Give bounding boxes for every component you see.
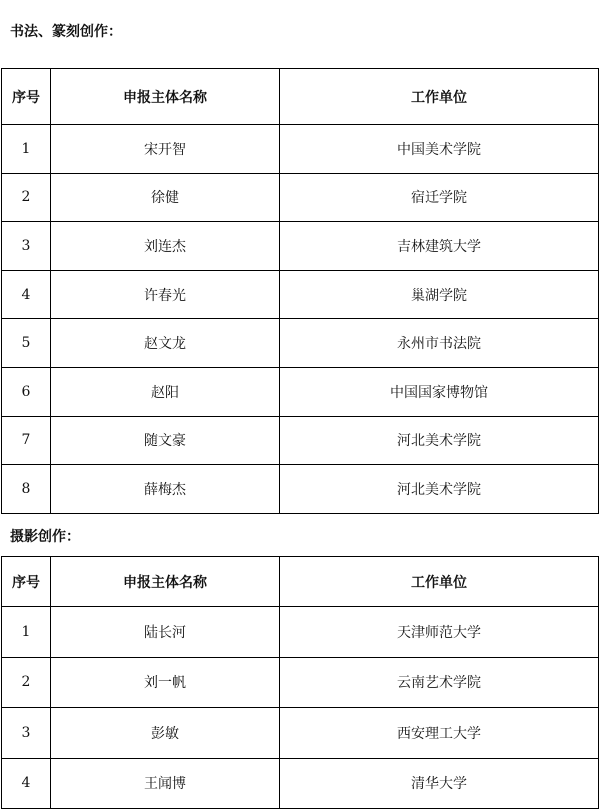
section-title-calligraphy: 书法、篆刻创作： [10, 24, 122, 40]
table-row [2, 270, 599, 319]
header-employer: 工作单位 [280, 557, 599, 607]
cell-employer: 宿迁学院 [280, 173, 599, 222]
cell-index: 7 [2, 416, 51, 465]
cell-index: 6 [2, 367, 51, 416]
cell-index: 5 [2, 319, 51, 368]
calligraphy-table [1, 68, 599, 514]
cell-index: 8 [2, 465, 51, 514]
table-row [2, 125, 599, 174]
cell-index: 2 [2, 173, 51, 222]
table-row [2, 607, 599, 658]
section-title-photography: 摄影创作： [10, 529, 80, 545]
header-index: 序号 [2, 557, 51, 607]
cell-applicant: 陆长河 [51, 607, 280, 658]
cell-applicant: 许春光 [51, 270, 280, 319]
cell-applicant: 王闻博 [51, 758, 280, 809]
cell-employer: 云南艺术学院 [280, 657, 599, 708]
cell-index: 2 [2, 657, 51, 708]
table-row [2, 657, 599, 708]
cell-employer: 吉林建筑大学 [280, 222, 599, 271]
table-row [2, 319, 599, 368]
cell-employer: 河北美术学院 [280, 465, 599, 514]
cell-employer: 永州市书法院 [280, 319, 599, 368]
header-applicant: 申报主体名称 [51, 557, 280, 607]
cell-index: 1 [2, 607, 51, 658]
cell-applicant: 徐健 [51, 173, 280, 222]
header-index: 序号 [2, 69, 51, 125]
cell-applicant: 赵文龙 [51, 319, 280, 368]
cell-employer: 清华大学 [280, 758, 599, 809]
cell-applicant: 宋开智 [51, 125, 280, 174]
table-row [2, 416, 599, 465]
table-row [2, 173, 599, 222]
cell-employer: 河北美术学院 [280, 416, 599, 465]
table-row [2, 708, 599, 759]
cell-applicant: 彭敏 [51, 708, 280, 759]
cell-applicant: 刘连杰 [51, 222, 280, 271]
header-applicant: 申报主体名称 [51, 69, 280, 125]
table-row [2, 367, 599, 416]
cell-index: 4 [2, 270, 51, 319]
cell-index: 3 [2, 708, 51, 759]
cell-applicant: 随文豪 [51, 416, 280, 465]
cell-applicant: 刘一帆 [51, 657, 280, 708]
cell-index: 1 [2, 125, 51, 174]
cell-applicant: 薛梅杰 [51, 465, 280, 514]
photography-table [1, 556, 599, 809]
cell-employer: 中国美术学院 [280, 125, 599, 174]
cell-index: 4 [2, 758, 51, 809]
table-row [2, 758, 599, 809]
table-row [2, 465, 599, 514]
cell-employer: 中国国家博物馆 [280, 367, 599, 416]
header-employer: 工作单位 [280, 69, 599, 125]
table-row [2, 222, 599, 271]
cell-index: 3 [2, 222, 51, 271]
cell-employer: 巢湖学院 [280, 270, 599, 319]
cell-employer: 天津师范大学 [280, 607, 599, 658]
cell-employer: 西安理工大学 [280, 708, 599, 759]
table-header-row [2, 557, 599, 607]
cell-applicant: 赵阳 [51, 367, 280, 416]
table-header-row [2, 69, 599, 125]
